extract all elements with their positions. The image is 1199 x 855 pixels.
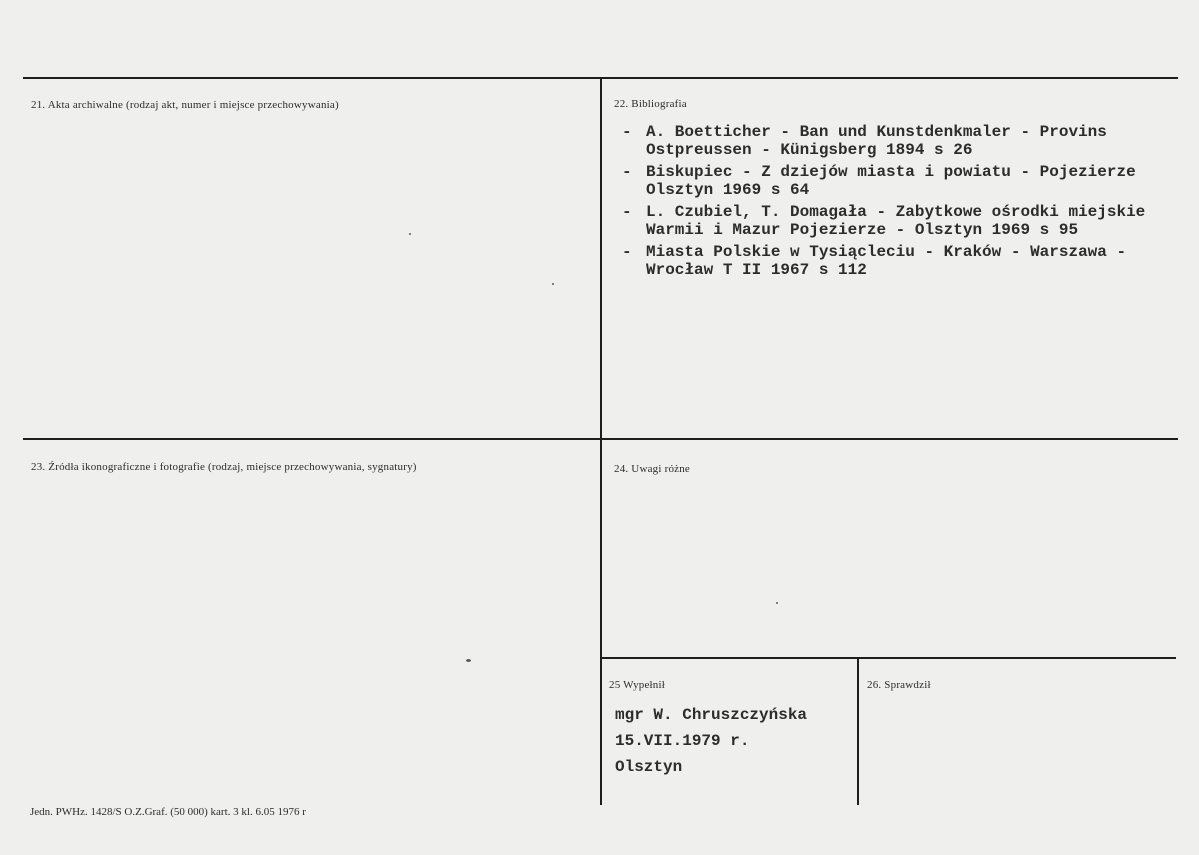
filler-name: mgr W. Chruszczyńska <box>615 706 808 724</box>
entry-dash: - <box>622 243 632 261</box>
bibliography-entry <box>622 124 1197 159</box>
entry-text: A. Boetticher - Ban und Kunstdenkmaler - Provins Ostpreussen - Künigsberg 1894 s 26 <box>646 123 1107 159</box>
paper-speck <box>552 283 554 285</box>
signature-divider <box>857 658 859 805</box>
filler-place: Olsztyn <box>615 758 683 776</box>
bibliography-entry <box>622 164 1197 199</box>
signature-rule <box>602 657 1176 659</box>
entry-dash: - <box>622 123 632 141</box>
bibliography-entry <box>622 244 1197 279</box>
remarks-label: 24. Uwagi różne <box>614 463 691 475</box>
filler-date: 15.VII.1979 r. <box>615 732 750 750</box>
paper-speck <box>466 659 471 662</box>
archives-label: 21. Akta archiwalne (rodzaj akt, numer i miejsce przechowywania) <box>31 99 339 111</box>
paper-speck <box>409 233 411 235</box>
entry-dash: - <box>622 203 632 221</box>
bibliography-label: 22. Bibliografia <box>614 98 687 110</box>
filled-by-label: 25 Wypełnił <box>609 679 666 691</box>
paper-speck <box>776 602 778 604</box>
entry-text: Miasta Polskie w Tysiącleciu - Kraków - Warszawa - Wrocław T II 1967 s 112 <box>646 243 1127 279</box>
entry-dash: - <box>622 163 632 181</box>
entry-text: L. Czubiel, T. Domagała - Zabytkowe ośrodki miejskie Warmii i Mazur Pojezierze - Olsztyn 1969 s 95 <box>646 203 1146 239</box>
filled-by-block <box>615 702 807 780</box>
middle-rule <box>23 438 1178 440</box>
bibliography-list <box>622 124 1197 284</box>
bibliography-entry <box>622 204 1197 239</box>
print-footer: Jedn. PWHz. 1428/S O.Z.Graf. (50 000) kart. 3 kl. 6.05 1976 r <box>30 806 306 818</box>
iconography-label: 23. Źródła ikonograficzne i fotografie (rodzaj, miejsce przechowywania, sygnatury) <box>31 461 417 473</box>
entry-text: Biskupiec - Z dziejów miasta i powiatu - Pojezierze Olsztyn 1969 s 64 <box>646 163 1136 199</box>
center-divider <box>600 78 602 805</box>
checked-by-label: 26. Sprawdził <box>867 679 931 691</box>
